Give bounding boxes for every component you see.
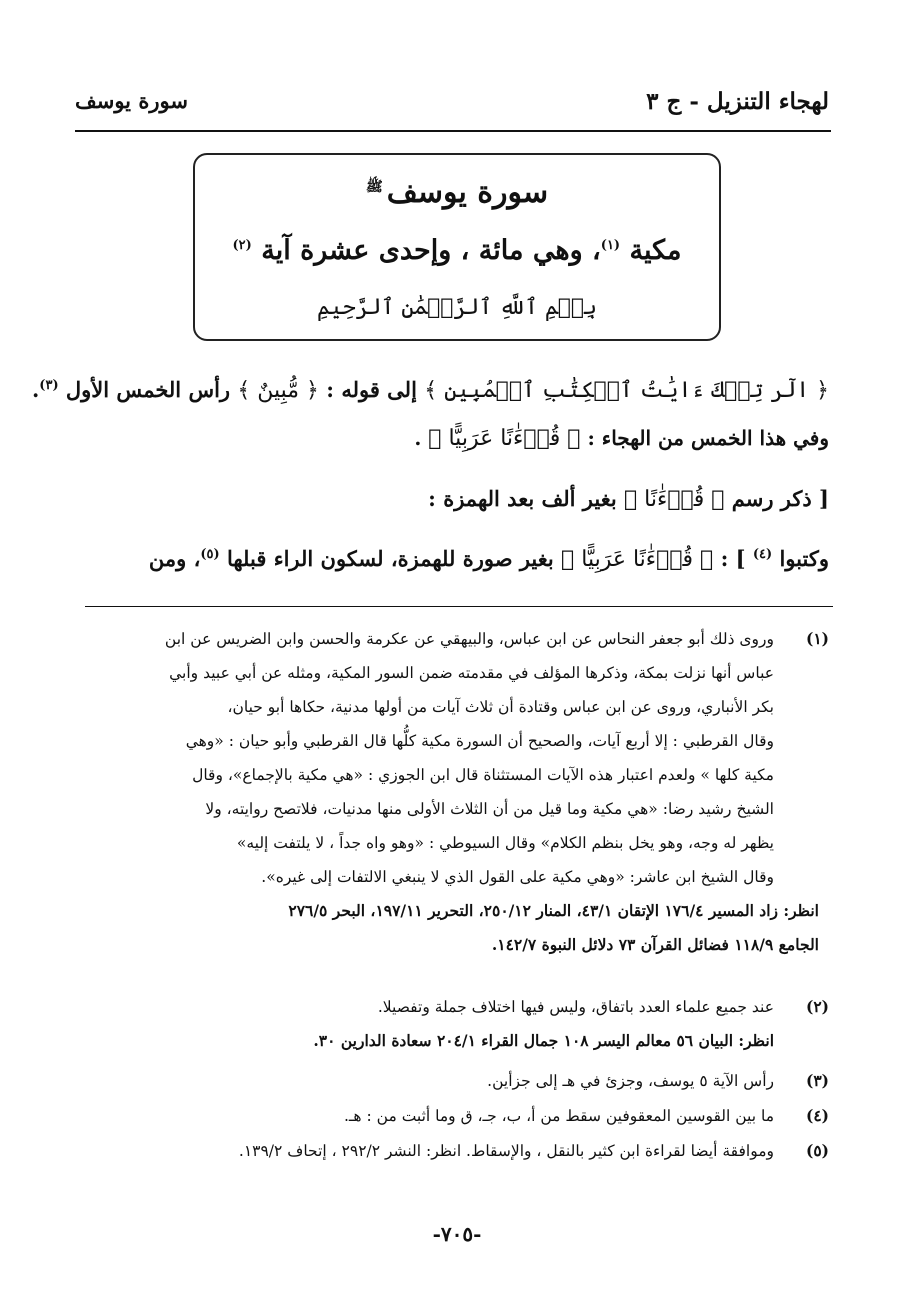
body-text: .: [414, 426, 429, 450]
surah-description: [195, 235, 719, 266]
footnote-line: وروى ذلك أبو جعفر النحاس عن ابن عباس، والبيهقي عن عكرمة والحسن وابن الضريس عن ابن: [164, 630, 774, 648]
quran-verse: ﴿ قُرۡءَٰنًا ﴾: [623, 487, 725, 512]
surah-title: [195, 175, 719, 210]
surah-title-box: [193, 153, 721, 341]
body-text: وكتبوا: [772, 546, 829, 571]
footnote-reference-line: انظر: زاد المسير ١٧٦/٤ الإتقان ٤٣/١، المنار ٢٥٠/١٢، التحرير ١٩٧/١١، البحر ٢٧٦/٥: [288, 901, 819, 920]
footnote-1: [75, 622, 829, 962]
footnote-body: [75, 1134, 774, 1168]
footnote-reference-line: انظر: البيان ٥٦ معالم اليسر ١٠٨ جمال القراء ٢٠٤/١ سعادة الدارين ٣٠.: [313, 1031, 774, 1050]
body-text: [ ذكر رسم: [724, 486, 829, 511]
honorific-symbol: ﷺ: [365, 179, 383, 195]
footnote-number: (٣): [805, 1071, 829, 1090]
footnote-reference-line: الجامع ١١٨/٩ فضائل القرآن ٧٣ دلائل النبوة ١٤٢/٧.: [491, 935, 819, 954]
footnote-line: عند جميع علماء العدد باتفاق، وليس فيها اختلاف جملة وتفصيلا.: [377, 998, 774, 1016]
footnote-separator: [85, 606, 833, 607]
quran-verse: ﴿ قُرۡءَٰنًا عَرَبِيًّا ﴾: [561, 547, 714, 572]
running-header: [75, 88, 829, 118]
header-surah-name: سورة يوسف: [75, 88, 188, 113]
footnote-line: رأس الآية ٥ يوسف، وجزئ في هـ إلى جزأين.: [487, 1072, 774, 1090]
footnote-line: بكر الأنباري، وروى عن ابن عباس وقتادة أن ثلاث آيات من أولها مدنية، حكاها أبو حيان،: [227, 698, 774, 716]
footnote-line: الشيخ رشيد رضا: «هي مكية وما قيل من أن الثلاث الأولى منها مدنيات، فلاتصح روايته، ولا: [205, 800, 774, 818]
footnote-number: (٤): [805, 1106, 829, 1125]
body-text: بغير صورة للهمزة، لسكون الراء قبلها: [219, 546, 562, 571]
footnote-line: وقال القرطبي : إلا أربع آيات، والصحيح أن السورة مكية كلُّها قال القرطبي وأبو حيان : «وهي: [185, 732, 774, 750]
footnote-number: (١): [805, 629, 829, 648]
footnote-body: [75, 990, 774, 1058]
footnote-3: [75, 1064, 829, 1098]
description-verse-count: ، وهي مائة ، وإحدى عشرة آية: [261, 235, 601, 266]
footnote-body: [75, 1064, 774, 1098]
footnote-line: مكية كلها » ولعدم اعتبار هذه الآيات المستثناة قال ابن الجوزي : «هي مكية بالإجماع»، وقال: [192, 766, 774, 784]
footnote-body: [75, 1099, 774, 1133]
book-title: لهجاء التنزيل - ج ٣: [646, 88, 829, 115]
surah-title-text: سورة يوسف: [386, 175, 549, 210]
body-text: إلى قوله :: [318, 377, 425, 402]
quran-verse: ﴿ مُّبِينٌ ﴾: [237, 378, 319, 403]
footnote-ref[interactable]: (٢): [232, 238, 252, 253]
footnote-number: (٥): [805, 1141, 829, 1160]
footnote-line: ما بين القوسين المعقوفين سقط من أ، ب، جـ، ق وما أثبت من : هـ.: [343, 1107, 774, 1125]
footnote-ref[interactable]: (١): [600, 238, 621, 253]
body-text: ] :: [713, 546, 753, 571]
quran-verse: ﴿ قُرۡءَٰنًا عَرَبِيًّا ﴾: [428, 426, 581, 451]
body-text: بغير ألف بعد الهمزة :: [428, 486, 624, 511]
footnote-5: [75, 1134, 829, 1168]
body-line-2: [75, 426, 829, 451]
footnote-line: وقال الشيخ ابن عاشر: «وهي مكية على القول الذي لا ينبغي الالتفات إلى غيره».: [261, 868, 774, 886]
body-text: وفي هذا الخمس من الهجاء :: [580, 426, 829, 450]
footnote-ref[interactable]: (٣): [39, 378, 59, 393]
footnote-2: [75, 990, 829, 1058]
description-makkiyya: مكية: [629, 235, 682, 266]
footnote-line: عباس أنها نزلت بمكة، وذكرها المؤلف في مقدمته ضمن السور المكية، ومثله عن أبي عبيد وأبي: [169, 664, 774, 682]
page-number: -٧٠٥-: [432, 1222, 482, 1246]
footnote-ref[interactable]: (٤): [752, 547, 773, 562]
footnote-number: (٢): [805, 997, 829, 1016]
basmala: بِسۡمِ ٱللَّهِ ٱلرَّحۡمَٰنِ ٱلرَّحِيمِ: [316, 295, 598, 320]
footnote-ref[interactable]: (٥): [200, 547, 220, 562]
body-text: رأس الخمس الأول: [58, 377, 238, 402]
footnote-body: [75, 622, 819, 962]
body-line-1: [31, 377, 829, 403]
section-heading: [75, 486, 829, 512]
footnote-line: وموافقة أيضا لقراءة ابن كثير بالنقل ، والإسقاط. انظر: النشر ٢٩٢/٢ ، إتحاف ١٣٩/٢.: [238, 1142, 774, 1160]
body-line-4: [75, 546, 829, 572]
body-text: ، ومن: [148, 546, 201, 571]
footnote-4: [75, 1099, 829, 1133]
header-rule: [75, 130, 831, 132]
body-text: .: [31, 377, 40, 402]
quran-verse: ﴿ الٓر تِلۡكَ ءَايَٰتُ ٱلۡكِتَٰبِ ٱلۡمُبِينِ ﴾: [424, 378, 829, 403]
footnote-line: يظهر له وجه، وهو يخل بنظم الكلام» وقال السيوطي : «وهو واه جداً ، لا يلتفت إليه»: [236, 834, 774, 852]
